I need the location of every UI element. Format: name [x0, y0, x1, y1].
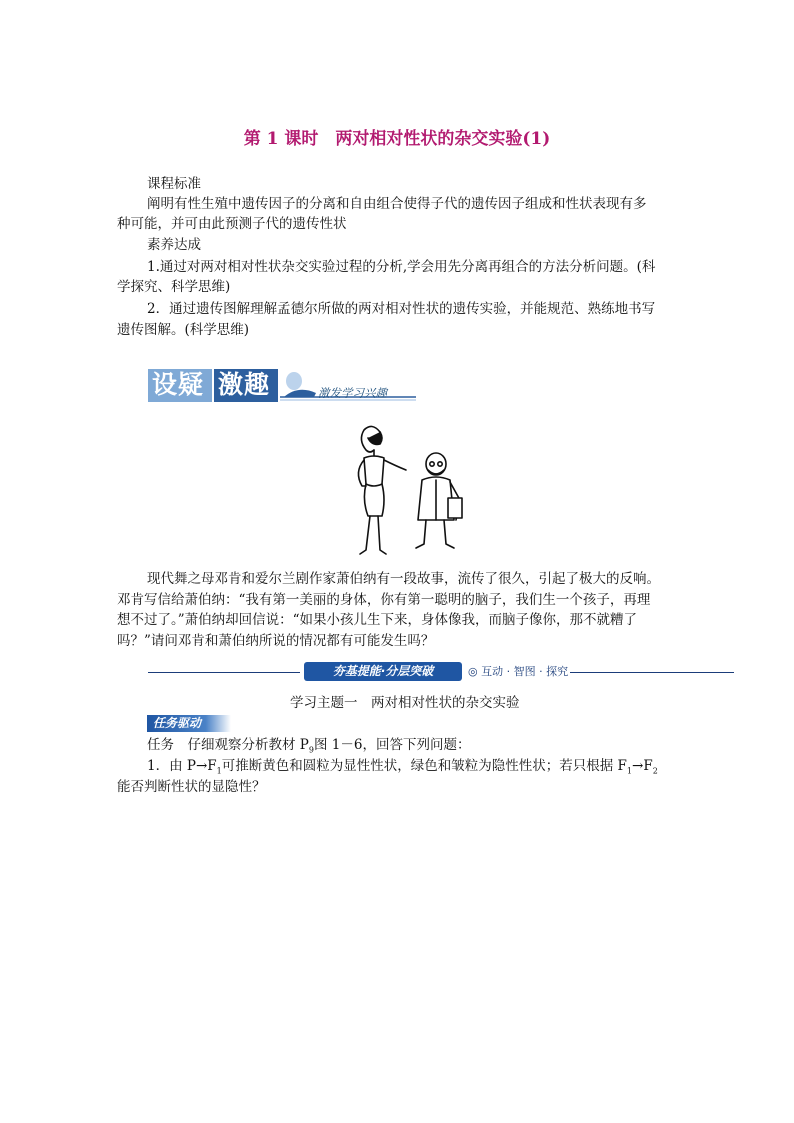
story-line-1: 现代舞之母邓肯和爱尔兰剧作家萧伯纳有一段故事，流传了很久，引起了极大的反响。 — [147, 571, 660, 587]
task-suffix: 图 1－6，回答下列问题： — [313, 737, 471, 753]
banner-rule-left — [148, 672, 300, 673]
duncan-shaw-illustration — [340, 420, 480, 560]
literacy-heading: 素养达成 — [147, 237, 201, 253]
main-banner-subtitle-text: 互动 · 智图 · 探究 — [481, 665, 569, 678]
task-driven-tag: 任务驱动 — [147, 715, 231, 732]
q1-sub-2: 2 — [652, 766, 658, 776]
q1-part-a: 1．由 P→F — [147, 758, 217, 774]
story-line-4: 吗？”请问邓肯和萧伯纳所说的情况都有可能发生吗？ — [117, 633, 435, 649]
banner-rule-right — [570, 672, 734, 673]
main-banner-label: 夯基提能·分层突破 — [304, 662, 462, 681]
page-title: 第 1 课时 两对相对性状的杂交实验(1) — [243, 129, 551, 149]
q1-sub-1: 1 — [216, 766, 222, 776]
banner-subtitle: 激发学习兴趣 — [318, 386, 387, 400]
standards-heading: 课程标准 — [147, 176, 201, 192]
story-line-2: 邓肯写信给萧伯纳：“我有第一美丽的身体，你有第一聪明的脑子，我们生一个孩子，再理 — [117, 592, 651, 608]
task-page: 9 — [308, 745, 314, 755]
standards-line-2: 种可能，并可由此预测子代的遗传性状 — [117, 216, 347, 232]
banner-word-1: 设疑 — [152, 370, 205, 399]
q1-sub-1b: 1 — [626, 766, 633, 776]
question-1-line-2: 能否判断性状的显隐性？ — [117, 779, 266, 795]
bullet-icon: ◎ — [468, 665, 482, 678]
literacy-item2-line1: 2．通过遗传图解理解孟德尔所做的两对相对性状的遗传实验，并能规范、熟练地书写 — [147, 301, 656, 317]
section-banner-seyi — [148, 367, 416, 407]
task-prefix: 任务 仔细观察分析教材 P — [147, 737, 309, 753]
standards-line-1: 阐明有性生殖中遗传因子的分离和自由组合使得子代的遗传因子组成和性状表现有多 — [147, 196, 647, 212]
literacy-item2-line2: 遗传图解。(科学思维) — [117, 322, 250, 338]
literacy-item1-line2: 学探究、科学思维) — [117, 279, 231, 295]
q1-part-c: →F — [632, 758, 653, 774]
banner-word-2: 激趣 — [218, 370, 271, 399]
topic-heading: 学习主题一 两对相对性状的杂交实验 — [290, 695, 520, 711]
q1-part-b: 可推断黄色和圆粒为显性性状，绿色和皱粒为隐性性状；若只根据 F — [221, 758, 627, 774]
main-banner-subtitle — [468, 663, 568, 679]
story-line-3: 想不过了。”萧伯纳却回信说：“如果小孩儿生下来，身体像我，而脑子像你，那不就糟了 — [117, 612, 638, 628]
literacy-item1-line1: 1.通过对两对相对性状杂交实验过程的分析,学会用先分离再组合的方法分析问题。(科 — [147, 259, 656, 275]
